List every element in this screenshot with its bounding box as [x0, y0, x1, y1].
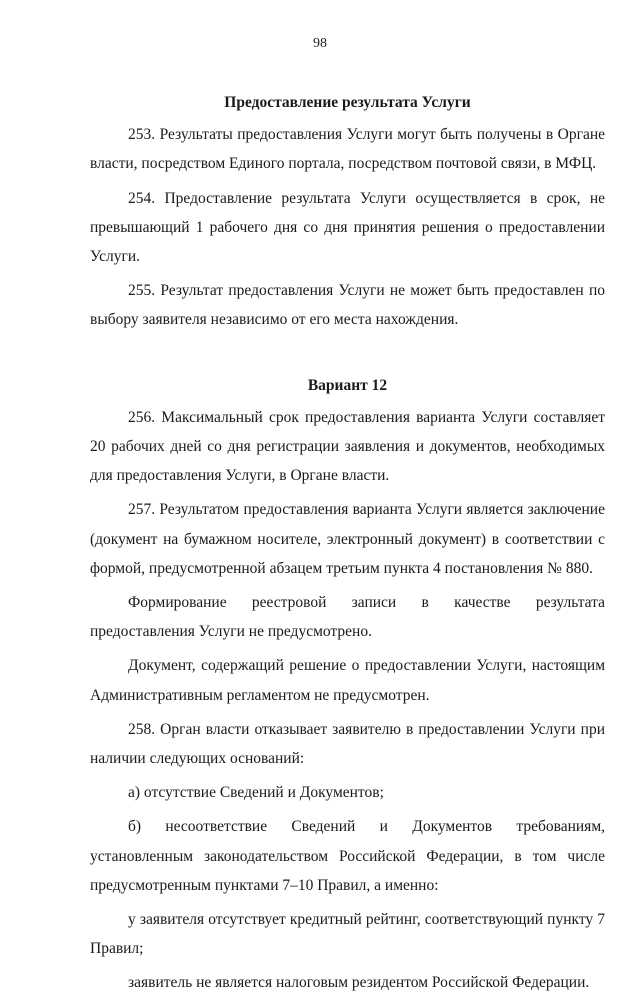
section-heading-variant-12: Вариант 12 — [307, 376, 388, 394]
list-item-b: б) несоответствие Сведений и Документов требованиям, установленным законодательством Российской Федерации, в том числе предусмотренным пунктами 7–10 Правил, а именно: — [90, 818, 605, 894]
sub-item-tax-resident: заявитель не является налоговым резидентом Российской Федерации. — [128, 974, 590, 992]
sub-item-credit-rating: у заявителя отсутствует кредитный рейтинг, соответствующий пункту 7 Правил; — [90, 911, 605, 958]
paragraph-decision-document: Документ, содержащий решение о предоставлении Услуги, настоящим Административным регламентом не предусмотрен. — [90, 657, 605, 704]
document-body — [90, 88, 605, 998]
paragraph-256: 256. Максимальный срок предоставления варианта Услуги составляет 20 рабочих дней со дня регистрации заявления и документов, необходимых для предоставления Услуги, в Органе власти. — [90, 408, 605, 485]
paragraph-255: 255. Результат предоставления Услуги не может быть предоставлен по выбору заявителя независимо от его места нахождения. — [90, 282, 605, 329]
section-heading-result: Предоставление результата Услуги — [224, 94, 471, 111]
page-number: 98 — [313, 36, 327, 51]
paragraph-registry-entry: Формирование реестровой записи в качестве результата предоставления Услуги не предусмотрено. — [90, 594, 605, 641]
paragraph-254: 254. Предоставление результата Услуги осуществляется в срок, не превышающий 1 рабочего дня со дня принятия решения о предоставлении Услуги. — [90, 189, 605, 266]
paragraph-253: 253. Результаты предоставления Услуги могут быть получены в Органе власти, посредством Единого портала, посредством почтовой связи, в МФЦ. — [90, 126, 605, 173]
paragraph-257: 257. Результатом предоставления варианта Услуги является заключение (документ на бумажном носителе, электронный документ) в соответствии с формой, предусмотренной абзацем третьим пункта 4 постановления № 880. — [90, 501, 605, 577]
paragraph-258: 258. Орган власти отказывает заявителю в предоставлении Услуги при наличии следующих оснований: — [90, 720, 605, 768]
list-item-a: а) отсутствие Сведений и Документов; — [128, 784, 384, 802]
